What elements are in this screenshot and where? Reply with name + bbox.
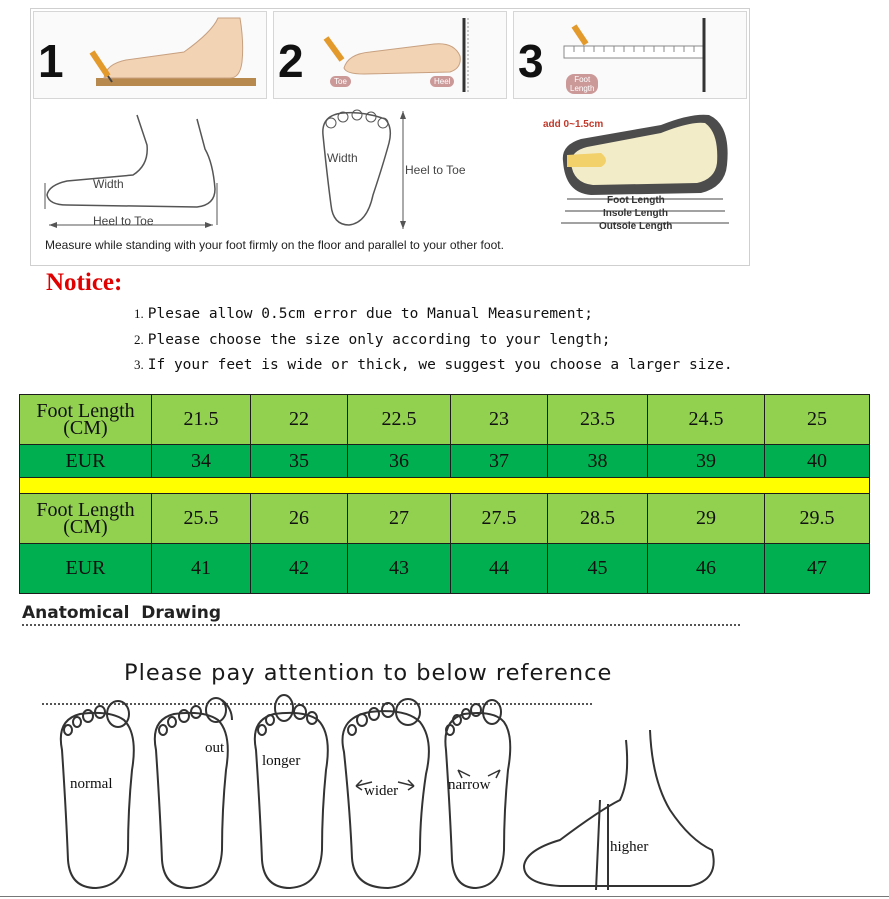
eur-cell: 34 bbox=[152, 445, 251, 478]
insole-length-label: Insole Length bbox=[603, 208, 668, 219]
foot-length-row-1 bbox=[20, 395, 870, 445]
step-3-illustration bbox=[514, 12, 748, 100]
eur-cell: 43 bbox=[348, 544, 451, 594]
eur-cell: 39 bbox=[648, 445, 765, 478]
length-cell: 27 bbox=[348, 494, 451, 544]
length-cell: 29.5 bbox=[765, 494, 870, 544]
eur-cell: 41 bbox=[152, 544, 251, 594]
notice-item-3 bbox=[134, 357, 733, 373]
step-3-number: 3 bbox=[518, 35, 544, 87]
length-cell: 23.5 bbox=[548, 395, 648, 445]
side-heel-to-toe-label: Heel to Toe bbox=[93, 214, 154, 228]
eur-cell: 44 bbox=[451, 544, 548, 594]
notice-item-2 bbox=[134, 332, 610, 348]
side-view-foot-drawing bbox=[37, 105, 277, 235]
wider-label: wider bbox=[364, 783, 399, 799]
notice-number: 1. bbox=[134, 306, 144, 321]
eur-cell: 45 bbox=[548, 544, 648, 594]
narrow-label: narrow bbox=[448, 777, 491, 793]
separator-cell bbox=[20, 478, 870, 494]
notice-text: Plesae allow 0.5cm error due to Manual Measurement; bbox=[147, 306, 593, 322]
step-2-panel bbox=[273, 11, 507, 99]
top-heel-to-toe-label: Heel to Toe bbox=[405, 163, 466, 177]
eur-header: EUR bbox=[20, 544, 152, 594]
size-chart-table bbox=[19, 394, 870, 594]
eur-cell: 46 bbox=[648, 544, 765, 594]
step-2-number: 2 bbox=[278, 35, 304, 87]
longer-label: longer bbox=[262, 753, 301, 769]
notice-title: Notice: bbox=[46, 269, 123, 296]
measure-instruction: Measure while standing with your foot firmly on the floor and parallel to your other foot. bbox=[45, 238, 504, 252]
length-cell: 23 bbox=[451, 395, 548, 445]
length-cell: 29 bbox=[648, 494, 765, 544]
length-cell: 28.5 bbox=[548, 494, 648, 544]
eur-cell: 42 bbox=[251, 544, 348, 594]
length-cell: 22.5 bbox=[348, 395, 451, 445]
title-underline bbox=[22, 623, 740, 626]
eur-cell: 37 bbox=[451, 445, 548, 478]
higher-label: higher bbox=[610, 839, 649, 855]
step-2-illustration bbox=[274, 12, 508, 100]
eur-row-1 bbox=[20, 445, 870, 478]
heel-label: Heel bbox=[430, 76, 454, 87]
notice-text: If your feet is wide or thick, we suggest you choose a larger size. bbox=[147, 357, 733, 373]
notice-number: 3. bbox=[134, 357, 144, 372]
step-1-illustration bbox=[34, 12, 268, 100]
length-cell: 21.5 bbox=[152, 395, 251, 445]
length-cell: 25 bbox=[765, 395, 870, 445]
eur-header: EUR bbox=[20, 445, 152, 478]
bottom-rule bbox=[0, 896, 889, 897]
side-width-label: Width bbox=[93, 177, 124, 191]
length-cell: 22 bbox=[251, 395, 348, 445]
length-cell: 27.5 bbox=[451, 494, 548, 544]
eur-cell: 36 bbox=[348, 445, 451, 478]
foot-length-header: Foot Length (CM) bbox=[20, 395, 152, 445]
step-1-number: 1 bbox=[38, 35, 64, 87]
eur-cell: 35 bbox=[251, 445, 348, 478]
step-3-panel bbox=[513, 11, 747, 99]
outsole-length-label: Outsole Length bbox=[599, 221, 673, 232]
measurement-guide bbox=[30, 8, 750, 266]
length-cell: 25.5 bbox=[152, 494, 251, 544]
out-label: out bbox=[205, 740, 225, 756]
toe-label: Toe bbox=[330, 76, 351, 87]
foot-length-row-2 bbox=[20, 494, 870, 544]
foot-length-header: Foot Length (CM) bbox=[20, 494, 152, 544]
length-cell: 26 bbox=[251, 494, 348, 544]
normal-label: normal bbox=[70, 776, 113, 792]
add-allowance-label: add 0~1.5cm bbox=[543, 119, 604, 130]
reference-title: Please pay attention to below reference bbox=[124, 660, 613, 686]
notice-number: 2. bbox=[134, 332, 144, 347]
notice-item-1 bbox=[134, 306, 593, 322]
foot-length-label: Foot Length bbox=[566, 74, 598, 94]
separator-row bbox=[20, 478, 870, 494]
length-cell: 24.5 bbox=[648, 395, 765, 445]
step-1-panel bbox=[33, 11, 267, 99]
foot-length-row-label: Foot Length bbox=[607, 195, 665, 206]
eur-cell: 40 bbox=[765, 445, 870, 478]
eur-row-2 bbox=[20, 544, 870, 594]
top-width-label: Width bbox=[327, 151, 358, 165]
notice-text: Please choose the size only according to your length; bbox=[147, 332, 611, 348]
anatomical-drawing-title: Anatomical Drawing bbox=[22, 603, 222, 623]
eur-cell: 38 bbox=[548, 445, 648, 478]
eur-cell: 47 bbox=[765, 544, 870, 594]
foot-types-drawing bbox=[0, 690, 889, 896]
